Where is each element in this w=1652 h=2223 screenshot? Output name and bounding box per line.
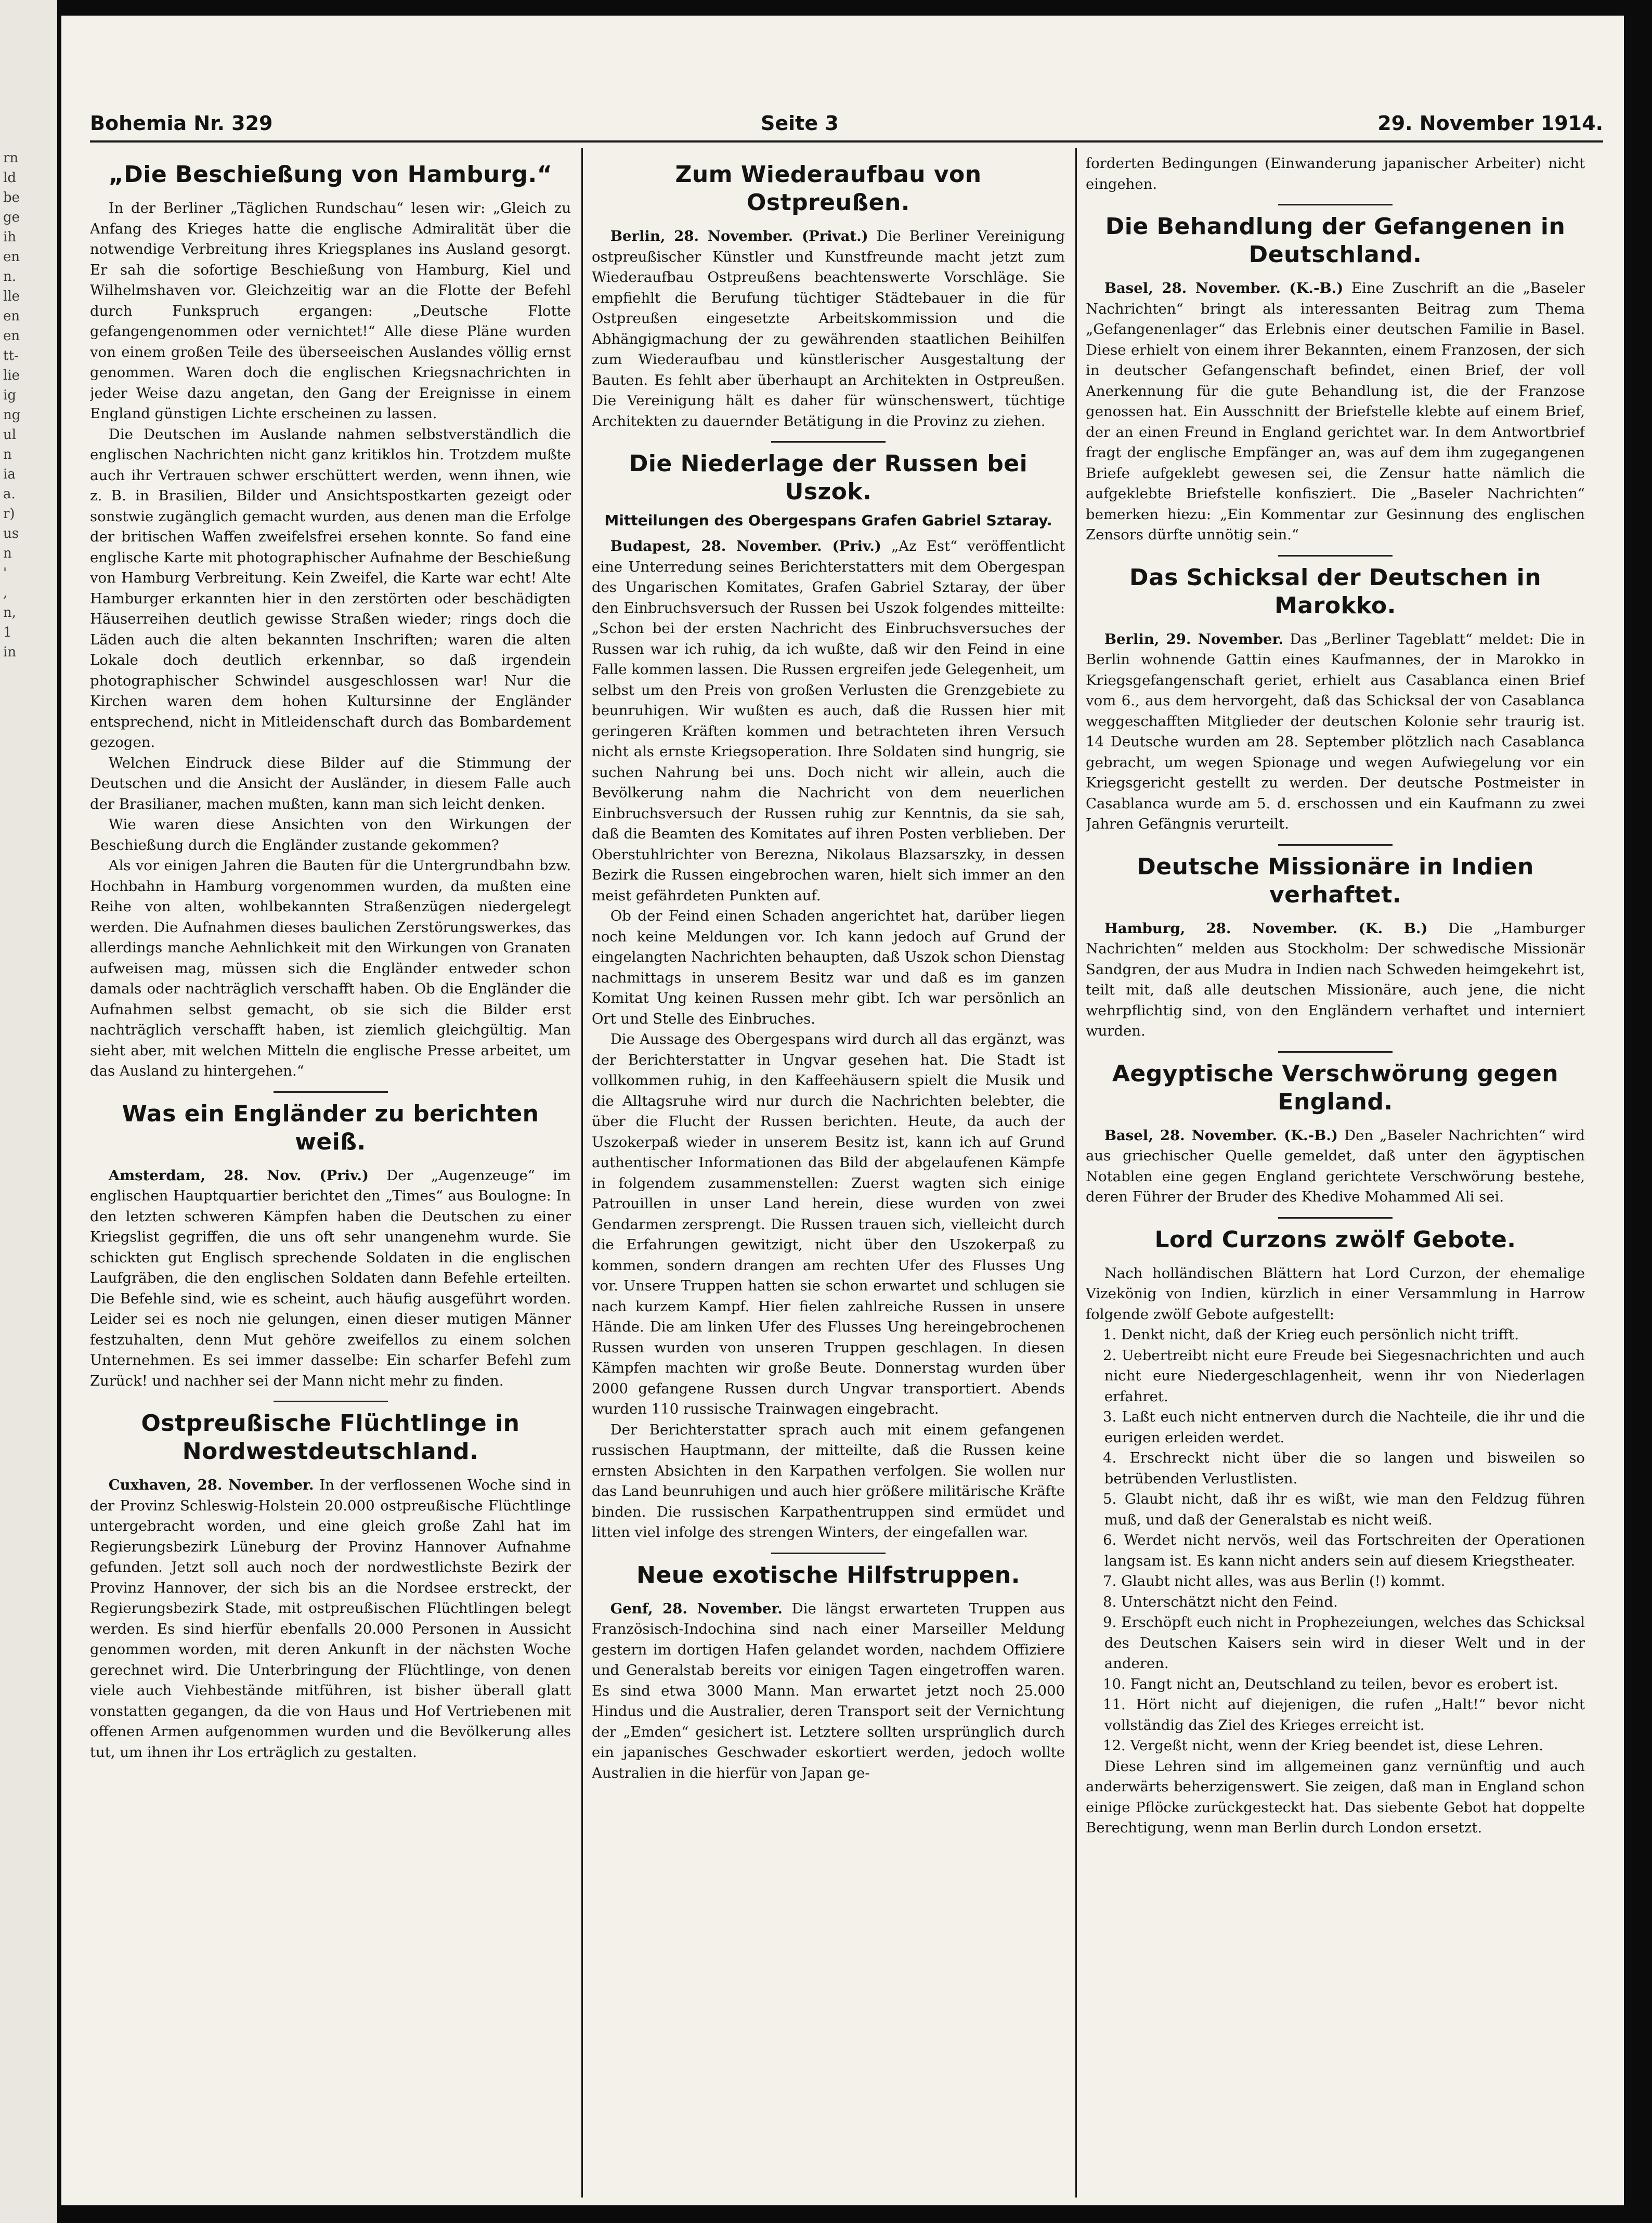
headline-englaender-berichten: Was ein Engländer zu berichten weiß.: [122, 1100, 539, 1155]
article-text: Die „Hamburger Nachrichten“ melden aus Stockholm: Der schwedische Missionär Sandgren, der aus Mudra in Indien nach Schweden heimgekehrt ist, teilt mit, daß alle deutschen Missionäre, auch jene, die nicht wehrpflichtig sind, von den Engländern verhaftet und interniert wurden.: [1086, 920, 1585, 1039]
headline-wiederaufbau-ostpreussen: Zum Wiederaufbau von Ostpreußen.: [675, 161, 982, 216]
article-separator: [274, 1401, 388, 1402]
article-separator: [1278, 844, 1393, 846]
dateline: Hamburg, 28. November. (K. B.): [1104, 920, 1428, 937]
dateline: Budapest, 28. November. (Priv.): [610, 538, 881, 554]
list-item: 8. Unterschätzt nicht den Feind.: [1103, 1593, 1338, 1610]
article-text: „Az Est“ veröffentlicht eine Unterredung seines Berichterstatters mit dem Obergespan des Ungarischen Komitates, Grafen Gabriel Sztaray, der über den Einbruchsversuch der Russen bei Uszok folgendes mitteilte: „Schon bei der ersten Nachricht des Einbruchsversuches der Russen war ich ruhig, da ich wußte, daß wir den Feind in eine Falle kommen lassen. Die Russen ergreifen jede Gelegenheit, um selbst um den Preis von großen Verlusten die Grenzgebiete zu beunruhigen. Wir wußten es auch, daß die Russen hier mit geringeren Kräften kommen und betrachteten ihren Versuch nicht als ernste Kriegsoperation. Ihre Soldaten sind hungrig, sie suchen Nahrung bei uns. Doch nicht wir allein, auch die Bevölkerung nahm die Nachricht von dem neuerlichen Einbruchsversuch der Russen ruhig zur Kenntnis, da sie sah, daß die Beamten des Komitates auf ihren Posten verblieben. Der Oberstuhlrichter von Berezna, Nikolaus Blazsarszky, in dessen Bezirk die Russen eingebrochen waren, hielt sich immer an den meist gefährdeten Punkten auf.: [592, 538, 1065, 904]
list-item: 10. Fangt nicht an, Deutschland zu teilen, bevor es erobert ist.: [1103, 1675, 1558, 1692]
edge-text-fragment: n: [3, 447, 12, 462]
edge-text-fragment: rn: [3, 150, 19, 166]
headline-behandlung-gefangenen: Die Behandlung der Gefangenen in Deutschland.: [1105, 213, 1566, 268]
article-paragraph: Die Aussage des Obergespans wird durch all das ergänzt, was der Berichterstatter in Ungvar gesehen hat. Die Stadt ist vollkommen ruhig, in den Kaffeehäusern spielt die Musik und die Alltagsruhe wird nur durch die Nachrichten belebter, die über die Flucht der Russen berichten. Heute, da auch der Uszokerpaß wieder in unserem Besitz ist, kann ich auf Grund authentischer Informationen das Bild der abgelaufenen Kämpfe in folgendem zusammenstellen: Zuerst wagten sich einige Patrouillen in unser Land herein, diese wurden von zwei Gendarmen zersprengt. Die Russen trauen sich, vielleicht durch die Erfahrungen gewitzigt, nicht über den Uszokerpaß zu kommen, sondern drangen am rechten Ufer des Flusses Ung vor. Unsere Truppen hatten sie schon erwartet und schlugen sie nach kurzem Kampf. Hier fielen zahlreiche Russen in unsere Hände. Die am linken Ufer des Flusses Ung hereingebrochenen Russen wurden von unseren Truppen geschlagen. In diesen Kämpfen machten wir große Beute. Donnerstag wurden über 2000 gefangene Russen durch Ungvar transportiert. Abends wurden 110 russische Trainwagen eingebracht.: [592, 1031, 1065, 1417]
edge-text-fragment: us: [3, 526, 19, 541]
article-paragraph: In der Berliner „Täglichen Rundschau“ lesen wir: „Gleich zu Anfang des Krieges hatte die englische Admiralität über die notwendige Verbreitung ihres Kriegsplanes ins Ausland gesorgt. Er sah die sofortige Beschießung von Hamburg, Kiel und Wilhelmshaven vor. Gleichzeitig war an die Flotte der Befehl durch Funkspruch ergangen: „Deutsche Flotte gefangengenommen oder vernichtet!“ Alle diese Pläne wurden von einem großen Teile des überseeischen Auslandes völlig ernst genommen. Waren doch die englischen Kriegsnachrichten in jeder Weise dazu angetan, den Gang der Ereignisse in einem England günstigen Lichte erscheinen zu lassen.: [90, 200, 571, 422]
article-paragraph: Diese Lehren sind im allgemeinen ganz vernünftig und auch anderwärts beherzigenswert. Sie zeigen, daß man in England schon einige Pflöcke zurückgesteckt hat. Das siebente Gebot hat doppelte Berechtigung, wenn man Berlin durch London ersetzt.: [1086, 1757, 1585, 1836]
edge-text-fragment: ge: [3, 210, 20, 225]
edge-text-fragment: en: [3, 308, 20, 324]
article-paragraph: Ob der Feind einen Schaden angerichtet hat, darüber liegen noch keine Meldungen vor. Ich kann jedoch auf Grund der eingelangten Nachrichten behaupten, daß Uszok schon Dienstag nachmittags in unserem Besitz war und daß es im ganzen Komitat Ung keinen Russen mehr gibt. Ich war persönlich an Ort und Stelle des Einbruches.: [592, 908, 1065, 1027]
edge-text-fragment: lle: [3, 289, 20, 304]
headline-ostpreussische-fluechtlinge: Ostpreußische Flüchtlinge in Nordwestdeutschland.: [141, 1410, 520, 1465]
article-text: Das „Berliner Tageblatt“ meldet: Die in Berlin wohnende Gattin eines Kaufmannes, der in Marokko in Kriegsgefangenschaft geriet, erhielt aus Casablanca einen Brief vom 6., aus dem hervorgeht, daß das Schicksal der von Casablanca weggeschafften Mitglieder der deutschen Kolonie sehr traurig ist. 14 Deutsche wurden am 28. September plötzlich nach Casablanca gebracht, um wegen Spionage und wegen Aufwiegelung vor ein Kriegsgericht gestellt zu werden. Der deutsche Postmeister in Casablanca wurde am 5. d. erschossen und ein Kaufmann zu zwei Jahren Gefängnis verurteilt.: [1086, 630, 1585, 832]
edge-text-fragment: ig: [3, 387, 16, 403]
edge-text-fragment: n: [3, 546, 12, 561]
column-2: [592, 153, 1065, 2205]
article-text: Der „Augenzeuge“ im englischen Hauptquartier berichtet den „Times“ aus Boulogne: In den letzten schweren Kämpfen haben die Deutschen zu einer Kriegslist gegriffen, die uns oft sehr unangenehm wurde. Sie schickten gut Englisch sprechende Soldaten in die englischen Laufgräben, die den englischen Soldaten dann Befehle erteilten. Die Befehle sind, wie es scheint, auch häufig ausgeführt worden. Leider sei es noch nie gelungen, einen dieser mutigen Männer festzuhalten, denn Mut gehöre zweifellos zu einem solchen Unternehmen. Es sei immer dasselbe: Ein scharfer Befehl zum Zurück! und nachher sei der Mann nicht mehr zu finden.: [90, 1167, 571, 1389]
edge-text-fragment: ia: [3, 467, 16, 482]
edge-text-fragment: ul: [3, 427, 17, 443]
dateline: Amsterdam, 28. Nov. (Priv.): [108, 1167, 369, 1184]
edge-text-fragment: en: [3, 249, 20, 265]
issue-date: 29. November 1914.: [1377, 112, 1603, 135]
dateline: Basel, 28. November. (K.-B.): [1104, 280, 1344, 296]
list-item: 12. Vergeßt nicht, wenn der Krieg beendet ist, diese Lehren.: [1103, 1737, 1544, 1754]
column-3: [1086, 153, 1585, 2205]
list-item: 6. Werdet nicht nervös, weil das Fortschreiten der Operationen langsam ist. Es kann nicht anders sein auf diesem Kriegstheater.: [1103, 1532, 1585, 1569]
list-item: 1. Denkt nicht, daß der Krieg euch persönlich nicht trifft.: [1103, 1326, 1519, 1343]
dateline: Genf, 28. November.: [610, 1600, 783, 1617]
article-paragraph: Als vor einigen Jahren die Bauten für die Untergrundbahn bzw. Hochbahn in Hamburg vorgenommen wurden, da mußten eine Reihe von alten, wohlbekannten Straßenzügen niedergelegt werden. Die Aufnahmen dieses baulichen Zerstörungswerkes, das allerdings manche Aehnlichkeit mit den Wirkungen von Granaten aufweisen mag, müssen sich die Engländer entweder schon damals oder nachträglich verschafft haben. Ob die Engländer die Aufnahmen selbst gemacht, ob sie sich die Bilder erst nachträglich verschafft haben, ist ziemlich gleichgültig. Man sieht aber, mit welchen Mitteln die englische Presse arbeitet, um das Ausland zu hintergehen.“: [90, 857, 571, 1079]
edge-text-fragment: a.: [3, 486, 16, 502]
edge-text-fragment: en: [3, 328, 20, 344]
header-rule: [90, 140, 1603, 143]
article-separator: [274, 1091, 388, 1093]
article-paragraph: Der Berichterstatter sprach auch mit einem gefangenen russischen Hauptmann, der mitteilte, daß die Russen keine ernsten Absichten in den Karpathen verfolgen. Sie wollen nur das Land beunruhigen und auch hier größere militärische Kräfte binden. Die russischen Karpathentruppen sind ermüdet und litten viel infolge des strengen Winters, der eingefallen war.: [592, 1421, 1065, 1541]
edge-text-fragment: 1: [3, 625, 12, 640]
dateline: Berlin, 28. November. (Privat.): [610, 228, 868, 244]
article-paragraph: Nach holländischen Blättern hat Lord Curzon, der ehemalige Vizekönig von Indien, kürzlich in einer Versammlung in Harrow folgende zwölf Gebote aufgestellt:: [1086, 1264, 1585, 1323]
edge-text-fragment: tt-: [3, 348, 19, 364]
article-separator: [1278, 1217, 1393, 1219]
headline-schicksal-deutschen-marokko: Das Schicksal der Deutschen in Marokko.: [1129, 564, 1542, 619]
column-divider-1: [581, 148, 583, 2198]
edge-text-fragment: ih: [3, 229, 17, 245]
article-text: In der verflossenen Woche sind in der Provinz Schleswig-Holstein 20.000 ostpreußische Flüchtlinge untergebracht worden, und eine gleich große Zahl hat im Regierungsbezirk Lüneburg der Provinz Hannover Aufnahme gefunden. Jetzt soll auch noch der nordwestlichste Bezirk der Provinz Hannover, der sich bis an die Nordsee erstreckt, der Regierungsbezirk Stade, mit ostpreußischen Flüchtlingen belegt werden. Es sind hierfür ebenfalls 20.000 Personen in Aussicht genommen worden, mit deren Ankunft in der nächsten Woche gerechnet wird. Die Unterbringung der Flüchtlinge, von denen viele auch Viehbestände mitführen, ist bisher überall glatt vonstatten gegangen, da die von Haus und Hof Vertriebenen mit offenen Armen aufgenommen wurden und die Bevölkerung alles tut, um ihnen ihr Los erträglich zu gestalten.: [90, 1477, 571, 1761]
headline-missionaere-indien: Deutsche Missionäre in Indien verhaftet.: [1137, 853, 1534, 908]
list-item: 11. Hört nicht auf diejenigen, die rufen „Halt!“ bevor nicht vollständig das Ziel des Krieges erreicht ist.: [1103, 1696, 1585, 1734]
commandments-list: [1086, 1325, 1585, 1756]
column-divider-2: [1075, 148, 1077, 2198]
article-paragraph: Die Deutschen im Auslande nahmen selbstverständlich die englischen Nachrichten nicht ganz kritiklos hin. Trotzdem mußte auch ihr Vertrauen schwer erschüttert werden, wenn ihnen, wie z. B. in Brasilien, Bilder und Ansichtspostkarten gezeigt oder sonstwie zugänglich gemacht wurden, aus denen man die Erfolge der britischen Waffen zweifelsfrei ersehen konnte. So fand eine englische Karte mit photographischer Aufnahme der Beschießung von Hamburg Verbreitung. Kein Zweifel, die Karte war echt! Alte Hamburger erkannten hier in den zerstörten oder beschädigten Häuserreihen deutlich gewisse Straßen wieder; rings doch die Läden auch die alten bekannten Inschriften; waren die alten Lokale doch deutlich erkennbar, so daß irgendein photographischer Schwindel ausgeschlossen war! Nur die Kirchen waren dem hohen Kultursinne der Engländer entsprechend, nicht in Mitleidenschaft durch das Bombardement gezogen.: [90, 425, 571, 751]
list-item: 2. Uebertreibt nicht eure Freude bei Siegesnachrichten und auch nicht eure Niedergeschlagenheit, wenn ihr von Niederlagen erfahret.: [1103, 1347, 1585, 1405]
article-separator: [1278, 555, 1393, 557]
article-separator: [771, 441, 886, 443]
headline-curzons-gebote: Lord Curzons zwölf Gebote.: [1154, 1226, 1516, 1253]
list-item: 9. Erschöpft euch nicht in Prophezeiungen, welches das Schicksal des Deutschen Kaisers sein wird in dieser Welt und in der anderen.: [1103, 1614, 1585, 1672]
edge-text-fragment: n,: [3, 605, 17, 621]
list-item: 5. Glaubt nicht, daß ihr es wißt, wie man den Feldzug führen muß, und daß der Generalstab es nicht weiß.: [1103, 1491, 1585, 1528]
list-item: 4. Erschreckt nicht über die so langen und bisweilen so betrübenden Verlustlisten.: [1103, 1450, 1585, 1487]
article-text: Die längst erwarteten Truppen aus Französisch-Indochina sind nach einer Marseiller Meldung gestern im dortigen Hafen gelandet worden, nachdem Offiziere und Generalstab bereits vor einigen Tagen eingetroffen waren. Es sind etwa 3000 Mann. Man erwartet jetzt noch 25.000 Hindus und die Australier, deren Transport seit der Vernichtung der „Emden“ gesichert ist. Letztere sollten ursprünglich durch ein japanisches Geschwader eskortiert werden, jedoch wollte Australien in die hierfür von Japan ge-: [592, 1600, 1065, 1781]
dateline: Berlin, 29. November.: [1104, 630, 1284, 648]
page-header: [90, 112, 1603, 143]
edge-text-fragment: n.: [3, 269, 17, 285]
article-separator: [771, 1553, 886, 1554]
adjacent-page-edge: [0, 0, 57, 2223]
newspaper-page: [61, 16, 1624, 2205]
article-text: Den „Baseler Nachrichten“ wird aus griechischer Quelle gemeldet, daß unter den ägyptischen Notablen eine gegen England gerichtete Verschwörung bestehe, deren Führer der Bruder des Khedive Mohammed Ali sei.: [1086, 1127, 1585, 1205]
headline-niederlage-russen-uszok: Die Niederlage der Russen bei Uszok.: [629, 450, 1028, 505]
dateline: Cuxhaven, 28. November.: [108, 1477, 314, 1493]
article-text: Eine Zuschrift an die „Baseler Nachrichten“ bringt als interessanten Beitrag zum Thema „Gefangenenlager“ das Erlebnis einer deutschen Familie in Basel. Diese erhielt von einem ihrer Bekannten, einem Franzosen, der sich in deutscher Gefangenschaft befindet, einen Brief, der voll Anerkennung für die gute Behandlung ist, die der Franzose genossen hat. Ein Ausschnitt der Briefstelle klebte auf einem Brief, der an einen Freund in England gerichtet war. In dem Antwortbrief fragt der englische Empfänger an, was auf dem ihm zugegangenen Briefe aufgeklebt gewesen sei, die Zensur hatte nämlich die aufgeklebte Briefstelle konfisziert. Die „Baseler Nachrichten“ bemerken hiezu: „Ein Kommentar zur Gesinnung des englischen Zensors dürfte unnötig sein.“: [1086, 280, 1585, 543]
continued-text: forderten Bedingungen (Einwanderung japanischer Arbeiter) nicht eingehen.: [1086, 155, 1585, 192]
edge-text-fragment: ng: [3, 407, 21, 423]
article-separator: [1278, 204, 1393, 205]
list-item: 3. Laßt euch nicht entnerven durch die Nachteile, die ihr und die eurigen erleiden werdet.: [1103, 1408, 1585, 1446]
edge-text-fragment: ld: [3, 170, 16, 186]
page-number: Seite 3: [761, 112, 839, 135]
subheadline: Mitteilungen des Obergespans Grafen Gabriel Sztaray.: [604, 512, 1052, 529]
edge-text-fragment: ,: [3, 585, 8, 601]
headline-exotische-hilfstruppen: Neue exotische Hilfstruppen.: [636, 1561, 1020, 1588]
edge-text-fragment: in: [3, 644, 17, 660]
list-item: 7. Glaubt nicht alles, was aus Berlin (!) kommt.: [1103, 1573, 1446, 1589]
masthead-issue: Bohemia Nr. 329: [90, 112, 273, 135]
edge-text-fragment: ': [3, 565, 7, 581]
edge-text-fragment: be: [3, 190, 20, 205]
article-separator: [1278, 1051, 1393, 1053]
article-paragraph: Wie waren diese Ansichten von den Wirkungen der Beschießung durch die Engländer zustande gekommen?: [90, 816, 571, 854]
column-1: [90, 153, 571, 2205]
dateline: Basel, 28. November. (K.-B.): [1104, 1127, 1338, 1144]
headline-beschiessung-hamburg: „Die Beschießung von Hamburg.“: [108, 161, 553, 188]
edge-text-fragment: r): [3, 506, 15, 522]
article-paragraph: Welchen Eindruck diese Bilder auf die Stimmung der Deutschen und die Ansicht der Ausländer, in diesem Falle auch der Brasilianer, machen mußten, kann man sich leicht denken.: [90, 754, 571, 812]
edge-text-fragment: lie: [3, 368, 20, 383]
article-text: Die Berliner Vereinigung ostpreußischer Künstler und Kunstfreunde macht jetzt zum Wiederaufbau Ostpreußens beachtenswerte Vorschläge. Sie empfiehlt die Berufung tüchtiger Städtebauer in die für Ostpreußen eingesetzte Arbeitskommission und die Abhängigmachung der zu gewährenden staatlichen Beihilfen zum Wiederaufbau und künstlerischer Ausgestaltung der Bauten. Es fehlt aber überhaupt an Architekten in Ostpreußen. Die Vereinigung hält es daher für wünschenswert, tüchtige Architekten zu dauernder Betätigung in die Provinz zu ziehen.: [592, 228, 1065, 430]
headline-aegyptische-verschwoerung: Aegyptische Verschwörung gegen England.: [1112, 1060, 1559, 1115]
